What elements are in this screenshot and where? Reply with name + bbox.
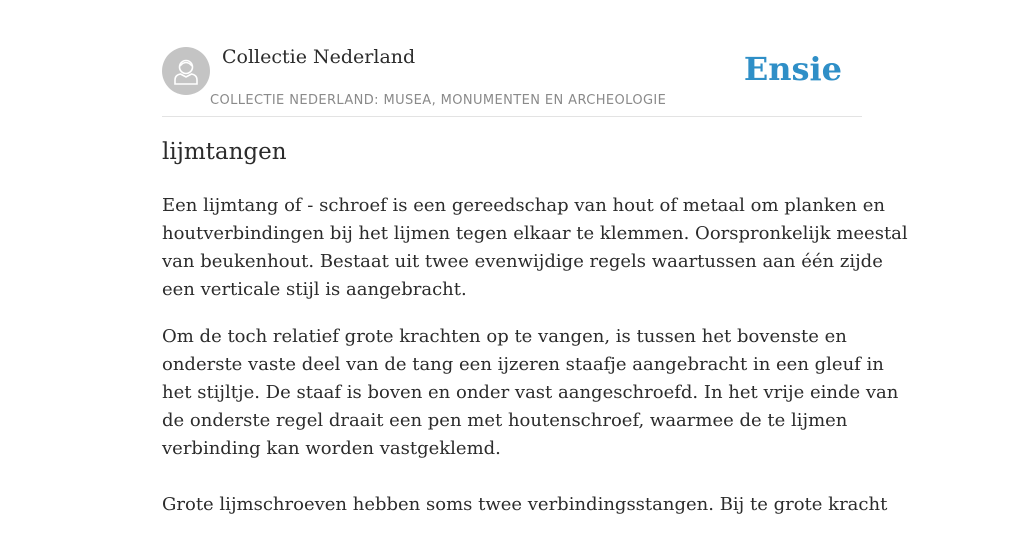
text-line: Een lijmtang of - schroef is een gereedschap van hout of metaal om planken en xyxy=(162,195,885,216)
blank-line xyxy=(162,463,862,491)
text-line: verbinding kan worden vastgeklemd. xyxy=(162,438,501,459)
paragraph-2 xyxy=(162,323,899,519)
user-icon xyxy=(162,47,210,95)
article-body xyxy=(162,192,908,538)
text-line: Grote lijmschroeven hebben soms twee verbindingsstangen. Bij te grote kracht xyxy=(162,494,888,515)
author-name[interactable]: Collectie Nederland xyxy=(222,46,416,68)
source-subtitle[interactable]: COLLECTIE NEDERLAND: MUSEA, MONUMENTEN EN ARCHEOLOGIE xyxy=(210,93,667,108)
ensie-logo[interactable]: Ensie xyxy=(743,50,842,88)
text-line: het stijltje. De staaf is boven en onder vast aangeschroefd. In het vrije einde van xyxy=(162,382,899,403)
page-title: lijmtangen xyxy=(162,139,287,165)
text-line: een verticale stijl is aangebracht. xyxy=(162,279,467,300)
paragraph-1 xyxy=(162,192,908,304)
text-line: de onderste regel draait een pen met houtenschroef, waarmee de te lijmen xyxy=(162,410,848,431)
header xyxy=(162,0,862,117)
article-container xyxy=(162,0,908,515)
text-line: Om de toch relatief grote krachten op te vangen, is tussen het bovenste en xyxy=(162,326,847,347)
text-line: van beukenhout. Bestaat uit twee evenwijdige regels waartussen aan één zijde xyxy=(162,251,883,272)
text-line: houtverbindingen bij het lijmen tegen elkaar te klemmen. Oorspronkelijk meestal xyxy=(162,223,908,244)
avatar[interactable] xyxy=(162,47,210,95)
text-line: onderste vaste deel van de tang een ijzeren staafje aangebracht in een gleuf in xyxy=(162,354,884,375)
